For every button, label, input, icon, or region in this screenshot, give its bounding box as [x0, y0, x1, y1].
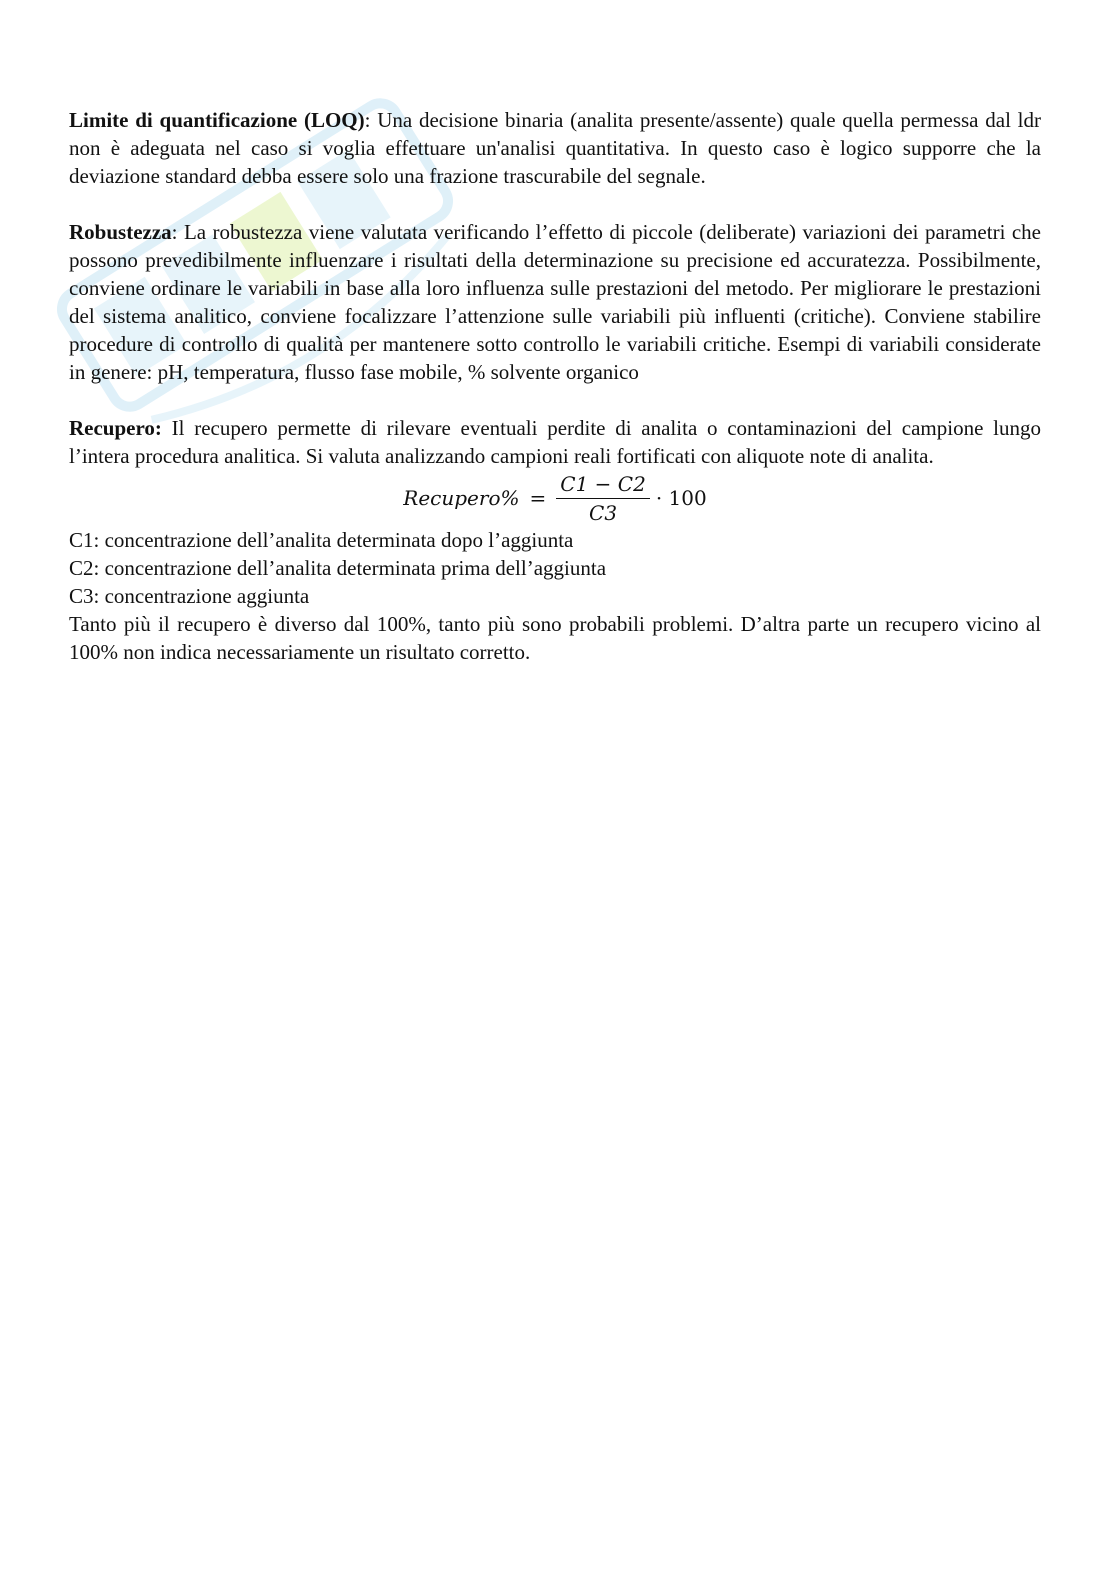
document-body: [69, 106, 1041, 694]
recupero-formula: [69, 470, 1041, 526]
formula-multiplier: · 100: [655, 486, 707, 510]
loq-separator: :: [364, 108, 371, 132]
definition-c2: C2: concentrazione dell’analita determinata prima dell’aggiunta: [69, 556, 607, 580]
formula-numerator: C1 − C2: [556, 472, 650, 499]
closing-paragraph: Tanto più il recupero è diverso dal 100%, tanto più sono probabili problemi. D’altra parte un recupero vicino al 100% non indica necessariamente un risultato corretto.: [69, 612, 1041, 664]
formula-denominator: C3: [589, 500, 618, 525]
paragraph-robustezza: [69, 218, 1041, 386]
robustezza-separator: :: [171, 220, 178, 244]
formula-equals: =: [529, 486, 547, 510]
robustezza-heading: Robustezza: [69, 220, 172, 244]
formula-lhs: Recupero%: [403, 486, 520, 510]
formula-fraction: [556, 472, 650, 525]
paragraph-recupero: [69, 414, 1041, 470]
definition-c1: C1: concentrazione dell’analita determinata dopo l’aggiunta: [69, 528, 574, 552]
paragraph-loq: [69, 106, 1041, 190]
robustezza-text: La robustezza viene valutata verificando l’effetto di piccole (deliberate) variazioni dei parametri che possono prevedibilmente influenzare i risultati della determinazione su precisione ed accuratezza. Possibilmente, conviene ordinare le variabili in base alla loro influenza sulle prestazioni del metodo. Per migliorare le prestazioni del sistema analitico, conviene focalizzare l’attenzione sulle variabili più influenti (critiche). Conviene stabilire procedure di controllo di qualità per mantenere sotto controllo le variabili critiche. Esempi di variabili considerate in genere: pH, temperatura, flusso fase mobile, % solvente organico: [69, 220, 1041, 384]
recupero-heading: Recupero:: [69, 416, 162, 440]
recupero-text: Il recupero permette di rilevare eventuali perdite di analita o contaminazioni del campione lungo l’intera procedura analitica. Si valuta analizzando campioni reali fortificati con aliquote note di analita.: [69, 416, 1041, 468]
loq-heading: Limite di quantificazione (LOQ): [69, 108, 365, 132]
definition-c3: C3: concentrazione aggiunta: [69, 584, 310, 608]
loq-text: Una decisione binaria (analita presente/assente) quale quella permessa dal ldr non è adeguata nel caso si voglia effettuare un'analisi quantitativa. In questo caso è logico supporre che la deviazione standard debba essere solo una frazione trascurabile del segnale.: [69, 108, 1042, 188]
